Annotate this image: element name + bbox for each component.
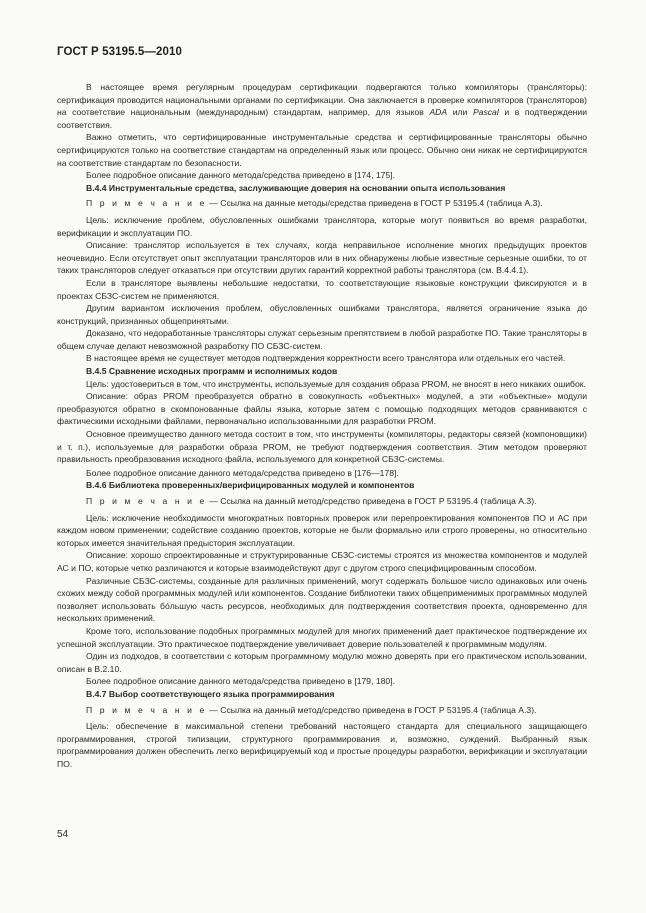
paragraph: Цель: обеспечение в максимальной степени требований настоящего стандарта для специального защищающего программирования, строгой типизации, структурного программирования и, возможно, суждений. Выбранный язык программирования должен обеспечить легко верифицируемый код и простые процедуры разработки, верификации и эксплуатации ПО.: [57, 721, 587, 769]
paragraph: В настоящее время не существует методов подтверждения корректности всего транслятора или отдельных его частей.: [86, 353, 566, 364]
paragraph: Цель: исключение проблем, обусловленных ошибками транслятора, которые могут появиться во время разработки, верификации и эксплуатации ПО.: [57, 214, 587, 238]
paragraph-text: или: [447, 107, 473, 118]
note-text: — Ссылка на данные методы/средства приведена в ГОСТ Р 53195.4 (таблица А.3).: [206, 198, 543, 209]
section-heading: В.4.4 Инструментальные средства, заслуживающие доверия на основании опыта использования: [86, 182, 506, 193]
language-name: Pascal: [472, 107, 499, 118]
section-heading: В.4.6 Библиотека проверенных/верифицированных модулей и компонентов: [86, 480, 415, 491]
paragraph: Доказано, что недоработанные трансляторы служат серьезным препятствием в любой разработке ПО. Такие трансляторы в общем случае делают невозможной разработку ПО СБЗС-систем.: [57, 328, 587, 351]
paragraph: Описание: хорошо спроектированные и структурированные СБЗС-системы строятся из множества компонентов и модулей АС и ПО, которые четко различаются и которые взаимодействуют друг с другом строго специфицированным способом.: [57, 550, 587, 573]
paragraph: Если в трансляторе выявлены небольшие недостатки, то соответствующие языковые конструкции фиксируются и в проектах СБЗС-систем не применяются.: [57, 277, 587, 301]
paragraph: Описание: транслятор используется в тех случаях, когда неправильное исполнение многих предыдущих проектов неочевидно. Если отсутствует опыт эксплуатации трансляторов или в них обнаружены любые известные серьезные ошибки, то от таких трансляторов следует отказаться при отсутствии других гарантий корректной работы транслятора (см. В.4.4.1).: [57, 240, 587, 276]
page-number: 54: [57, 829, 69, 840]
paragraph: Основное преимущество данного метода состоит в том, что инструменты (компиляторы, редакторы связей (компоновщики) и т. п.), используемые для разработки образа PROM, не требуют подтверждения соответствия. Этим методом проверяют правильность преобразования исходного файла, используемого для конкретной СБЗС-системы.: [57, 429, 587, 465]
note-text: — Ссылка на данный метод/средство приведена в ГОСТ Р 53195.4 (таблица А.3).: [206, 496, 537, 506]
note-text: — Ссылка на данный метод/средство приведена в ГОСТ Р 53195.4 (таблица А.3).: [206, 704, 537, 715]
section-heading: В.4.5 Сравнение исходных программ и исполнимых кодов: [86, 366, 338, 377]
paragraph: Цель: удостовериться в том, что инструменты, используемые для создания образа PROM, не вносят в него никаких ошибок.: [86, 378, 586, 389]
paragraph: Важно отметить, что сертифицированные инструментальные средства и сертифицированные трансляторы обычно сертифицируются только на соответствие стандартам на определенный язык или процесс. Обычно они никак не сертифицируются на соответствие стандартам по безопасности.: [57, 132, 587, 168]
paragraph: Один из подходов, в соответствии с которым программному модулю можно доверять при его практическом использовании, описан в В.2.10.: [57, 651, 587, 674]
note: [57, 197, 587, 210]
paragraph: Различные СБЗС-системы, созданные для различных применений, могут содержать большое число одинаковых или очень схожих между собой программных модулей или компонентов. Создание библиотеки таких общеприменимых программных модулей позволяет использовать бо́льшую часть ресурсов, необходимых для подтверждения соответствия проекта, одновременно для нескольких применений.: [57, 575, 587, 624]
paragraph: Более подробное описание данного метода/средства приведено в [174, 175].: [86, 170, 395, 181]
section-heading: В.4.7 Выбор соответствующего языка программирования: [86, 688, 335, 699]
note-prefix: П р и м е ч а н и е: [86, 198, 207, 209]
paragraph: Другим вариантом исключения проблем, обусловленных ошибками транслятора, является ограничение языка до конструкций, признанных общепринятыми.: [57, 303, 587, 326]
note-prefix: П р и м е ч а н и е: [86, 704, 207, 715]
paragraph: Цель: исключение необходимости многократных повторных проверок или перепроектирования компонентов ПО и АС при каждом новом применении; содействие созданию проектов, которые не были формально или строго проверены, но относительно которых имеется значительная предыстория эксплуатации.: [57, 512, 587, 548]
paragraph: Описание: образ PROM преобразуется обратно в совокупность «объектных» модулей, а эти «объектные» модули преобразуются обратно в скомпонованные файлы языка, которые затем с помощью подходящих методов сравниваются с фактическими исходными файлами, первоначально использованными для разработки PROM.: [57, 391, 587, 427]
note: [57, 495, 587, 508]
paragraph-text: и в подтверждении соответствия.: [57, 107, 588, 130]
note: [57, 704, 587, 717]
paragraph: [57, 81, 587, 131]
language-name: ADA: [429, 107, 448, 118]
page-header: ГОСТ Р 53195.5—2010: [57, 46, 182, 58]
paragraph: Более подробное описание данного метода/средства приведено в [179, 180].: [86, 676, 395, 687]
paragraph: Кроме того, использование подобных программных модулей для многих применений дает практическое подтверждение их успешной эксплуатации. Это практическое подтверждение увеличивает доверие пользователей к программным модулям.: [57, 625, 587, 649]
note-prefix: П р и м е ч а н и е: [86, 496, 207, 506]
paragraph: Более подробное описание данного метода/средства приведено в [176—178].: [86, 467, 399, 478]
paragraph-text: В настоящее время регулярным процедурам сертификации подвергаются только компиляторы (трансляторы): сертификация проводится национальными органами по сертификации. Она заключается в проверке компиляторов (трансляторов) на соответствие национальным (международным) стандартам, например, для языков: [57, 82, 587, 118]
page-content: [57, 81, 587, 770]
